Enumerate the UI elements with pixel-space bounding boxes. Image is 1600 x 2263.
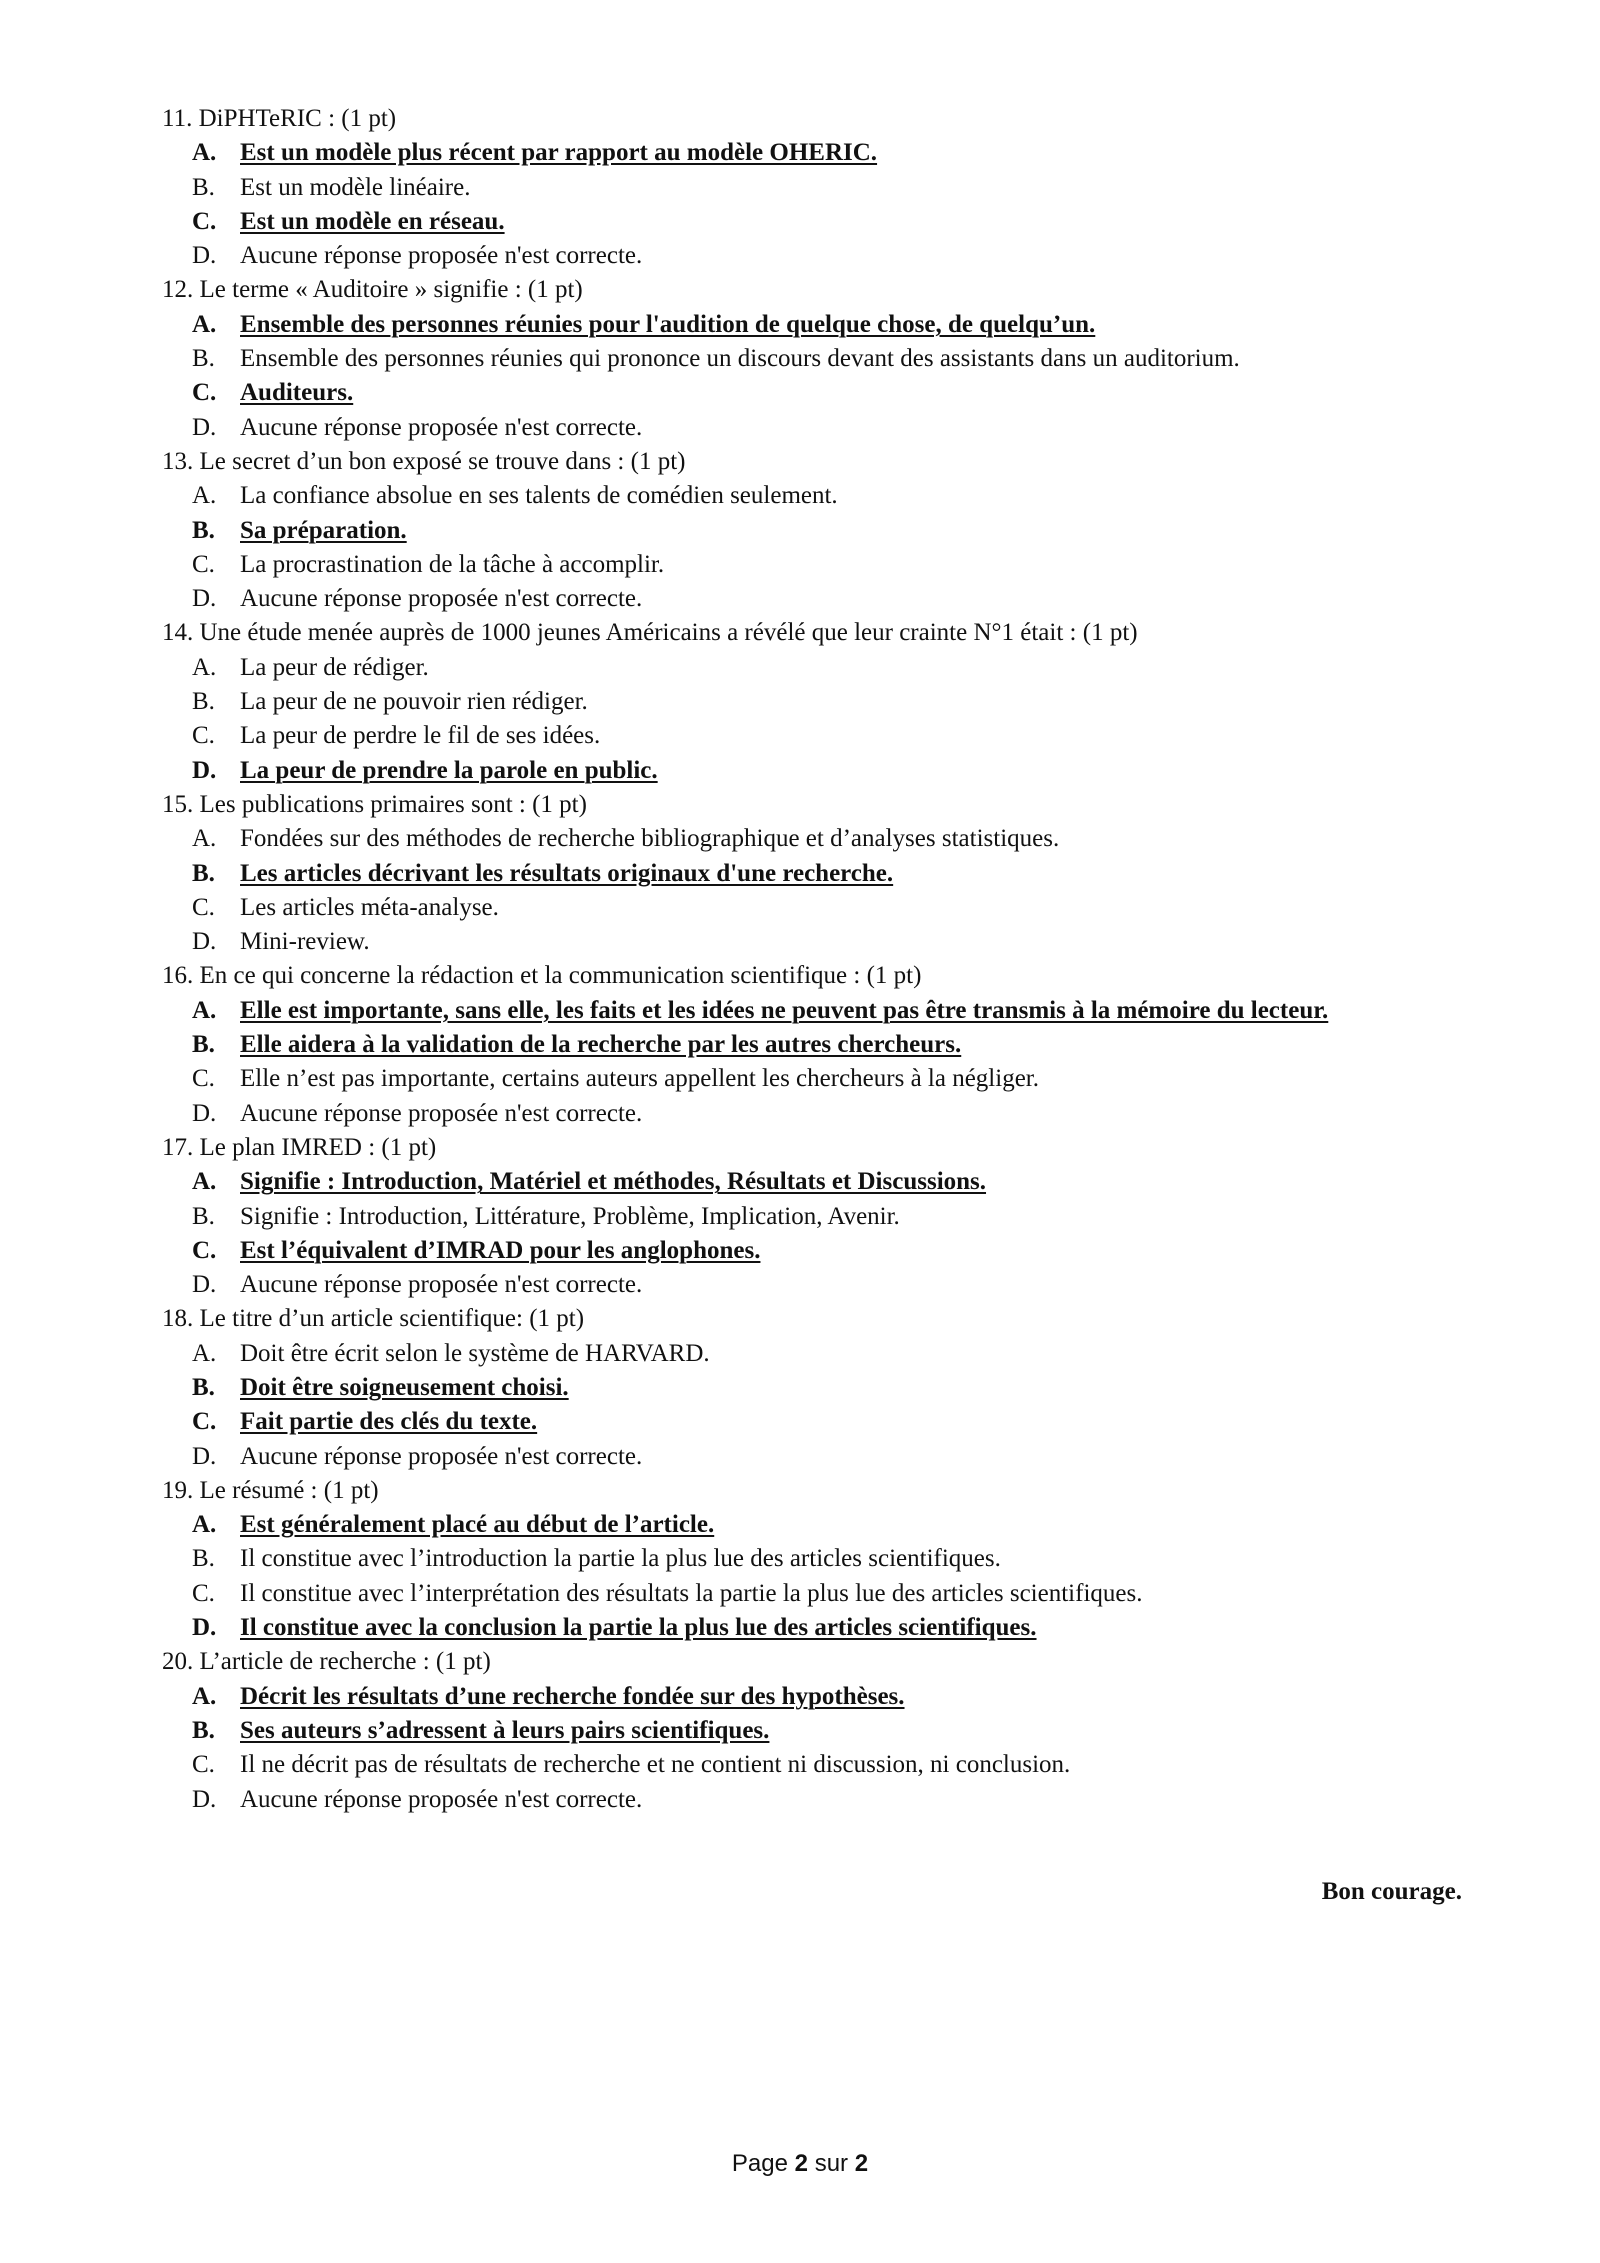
question-text: En ce qui concerne la rédaction et la communication scientifique : (1 pt) bbox=[199, 962, 922, 990]
question-text: Le résumé : (1 pt) bbox=[199, 1476, 379, 1504]
option-text: Mini-review. bbox=[240, 928, 370, 956]
option-text: Il constitue avec l’interprétation des résultats la partie la plus lue des articles scientifiques. bbox=[240, 1579, 1143, 1607]
question-number: 20. bbox=[162, 1648, 194, 1676]
option-letter: A. bbox=[192, 996, 217, 1024]
option-letter: A. bbox=[192, 653, 217, 681]
question-text: DiPHTeRIC : (1 pt) bbox=[198, 105, 397, 132]
answer-option bbox=[162, 548, 1512, 582]
question bbox=[162, 445, 1512, 616]
question-text: L’article de recherche : (1 pt) bbox=[199, 1648, 491, 1676]
answer-option-correct bbox=[162, 1371, 1512, 1405]
option-text: Il constitue avec la conclusion la partie la plus lue des articles scientifiques. bbox=[240, 1614, 1037, 1642]
question bbox=[162, 1474, 1512, 1645]
option-letter: D. bbox=[192, 1099, 217, 1127]
option-letter: C. bbox=[192, 1065, 215, 1093]
answer-option bbox=[162, 1200, 1512, 1234]
option-text: Elle n’est pas importante, certains auteurs appellent les chercheurs à la négliger. bbox=[240, 1065, 1039, 1093]
option-letter: D. bbox=[192, 1785, 217, 1813]
option-letter: A. bbox=[192, 139, 217, 167]
option-text: La peur de perdre le fil de ses idées. bbox=[240, 722, 601, 750]
answer-option-correct bbox=[162, 1234, 1512, 1268]
option-text: Aucune réponse proposée n'est correcte. bbox=[240, 413, 643, 441]
answer-option-correct bbox=[162, 994, 1512, 1028]
question-number: 15. bbox=[162, 790, 194, 818]
option-text: Ensemble des personnes réunies qui prononce un discours devant des assistants dans un auditorium. bbox=[240, 345, 1240, 373]
answer-option bbox=[162, 651, 1512, 685]
answer-option bbox=[162, 891, 1512, 925]
option-text: Est l’équivalent d’IMRAD pour les anglophones. bbox=[240, 1236, 761, 1264]
option-text: Est généralement placé au début de l’article. bbox=[240, 1511, 715, 1539]
option-text: Elle aidera à la validation de la recherche par les autres chercheurs. bbox=[240, 1031, 962, 1059]
answer-option bbox=[162, 411, 1512, 445]
option-letter: A. bbox=[192, 1168, 217, 1196]
option-letter: C. bbox=[192, 722, 215, 750]
answer-option bbox=[162, 1337, 1512, 1371]
option-letter: B. bbox=[192, 1202, 215, 1230]
question-text: Le secret d’un bon exposé se trouve dans : (1 pt) bbox=[199, 447, 686, 475]
question-number: 12. bbox=[162, 276, 194, 304]
answer-option-correct bbox=[162, 1028, 1512, 1062]
option-text: Ensemble des personnes réunies pour l'audition de quelque chose, de quelqu’un. bbox=[240, 310, 1096, 338]
option-letter: B. bbox=[192, 1373, 215, 1401]
option-letter: A. bbox=[192, 825, 217, 853]
option-letter: C. bbox=[192, 207, 217, 235]
option-text: Aucune réponse proposée n'est correcte. bbox=[240, 1442, 643, 1470]
option-letter: A. bbox=[192, 310, 217, 338]
answer-option bbox=[162, 1748, 1512, 1782]
answer-option-correct bbox=[162, 1714, 1512, 1748]
page-number bbox=[0, 2150, 1600, 2178]
option-text: Elle est importante, sans elle, les faits et les idées ne peuvent pas être transmis à la mémoire du lecteur. bbox=[240, 996, 1329, 1024]
option-letter: B. bbox=[192, 688, 215, 716]
option-letter: C. bbox=[192, 1579, 215, 1607]
option-text: La peur de prendre la parole en public. bbox=[240, 756, 658, 784]
option-text: Signifie : Introduction, Littérature, Problème, Implication, Avenir. bbox=[240, 1202, 900, 1230]
option-letter: C. bbox=[192, 1408, 217, 1436]
question bbox=[162, 959, 1512, 1130]
option-text: Est un modèle linéaire. bbox=[240, 173, 471, 201]
option-letter: C. bbox=[192, 1751, 215, 1779]
question-stem bbox=[162, 1645, 1512, 1679]
answer-option bbox=[162, 171, 1512, 205]
option-letter: B. bbox=[192, 345, 215, 373]
answer-option-correct bbox=[162, 857, 1512, 891]
option-letter: B. bbox=[192, 1716, 215, 1744]
answer-option bbox=[162, 719, 1512, 753]
question-number: 14. bbox=[162, 619, 194, 647]
option-text: Est un modèle en réseau. bbox=[240, 207, 505, 235]
option-letter: C. bbox=[192, 550, 215, 578]
answer-option-correct bbox=[162, 1405, 1512, 1439]
question-text: Le terme « Auditoire » signifie : (1 pt) bbox=[199, 276, 583, 304]
option-letter: D. bbox=[192, 242, 217, 270]
answer-option-correct bbox=[162, 514, 1512, 548]
option-text: Doit être soigneusement choisi. bbox=[240, 1373, 569, 1401]
option-text: Aucune réponse proposée n'est correcte. bbox=[240, 1271, 643, 1299]
question-number: 18. bbox=[162, 1305, 194, 1333]
question bbox=[162, 1645, 1512, 1816]
option-letter: D. bbox=[192, 1614, 217, 1642]
answer-option-correct bbox=[162, 1611, 1512, 1645]
answer-option bbox=[162, 342, 1512, 376]
option-letter: A. bbox=[192, 1511, 217, 1539]
option-letter: A. bbox=[192, 1682, 217, 1710]
option-text: Sa préparation. bbox=[240, 516, 407, 544]
closing-message: Bon courage. bbox=[1321, 1878, 1462, 1905]
option-text: Aucune réponse proposée n'est correcte. bbox=[240, 1785, 643, 1813]
option-text: Fondées sur des méthodes de recherche bibliographique et d’analyses statistiques. bbox=[240, 825, 1060, 853]
answer-option bbox=[162, 1097, 1512, 1131]
option-text: Les articles méta-analyse. bbox=[240, 893, 499, 921]
current-page: 2 bbox=[794, 2150, 809, 2177]
option-text: Il constitue avec l’introduction la partie la plus lue des articles scientifiques. bbox=[240, 1545, 1001, 1573]
question bbox=[162, 273, 1512, 444]
question-number: 17. bbox=[162, 1133, 194, 1161]
option-text: Décrit les résultats d’une recherche fondée sur des hypothèses. bbox=[240, 1682, 905, 1710]
option-text: La peur de rédiger. bbox=[240, 653, 429, 681]
option-letter: D. bbox=[192, 413, 217, 441]
answer-option-correct bbox=[162, 308, 1512, 342]
of-word: sur bbox=[814, 2150, 849, 2177]
option-letter: B. bbox=[192, 1031, 215, 1059]
question-stem bbox=[162, 273, 1512, 307]
question-stem bbox=[162, 788, 1512, 822]
question-text: Les publications primaires sont : (1 pt) bbox=[199, 790, 587, 818]
answer-option bbox=[162, 925, 1512, 959]
answer-option-correct bbox=[162, 754, 1512, 788]
answer-option bbox=[162, 1062, 1512, 1096]
question bbox=[162, 102, 1512, 273]
option-letter: D. bbox=[192, 1442, 217, 1470]
question-stem bbox=[162, 1474, 1512, 1508]
option-letter: C. bbox=[192, 1236, 217, 1264]
option-letter: A. bbox=[192, 482, 217, 510]
option-text: Aucune réponse proposée n'est correcte. bbox=[240, 242, 643, 270]
question-number: 19. bbox=[162, 1476, 194, 1504]
question-stem bbox=[162, 959, 1512, 993]
option-letter: C. bbox=[192, 893, 215, 921]
answer-option bbox=[162, 1783, 1512, 1817]
option-text: La peur de ne pouvoir rien rédiger. bbox=[240, 688, 588, 716]
question-stem bbox=[162, 616, 1512, 650]
question-number: 11. bbox=[162, 105, 193, 132]
answer-option-correct bbox=[162, 205, 1512, 239]
exam-questions bbox=[162, 102, 1512, 1817]
answer-option bbox=[162, 822, 1512, 856]
question-text: Une étude menée auprès de 1000 jeunes Américains a révélé que leur crainte N°1 était : (1 pt) bbox=[199, 619, 1138, 647]
answer-option bbox=[162, 479, 1512, 513]
option-letter: B. bbox=[192, 1545, 215, 1573]
answer-option bbox=[162, 582, 1512, 616]
question-stem bbox=[162, 102, 1512, 136]
option-letter: D. bbox=[192, 756, 217, 784]
answer-option bbox=[162, 1268, 1512, 1302]
option-text: La confiance absolue en ses talents de comédien seulement. bbox=[240, 482, 838, 510]
option-letter: D. bbox=[192, 585, 217, 613]
option-text: Doit être écrit selon le système de HARVARD. bbox=[240, 1339, 710, 1367]
question-text: Le plan IMRED : (1 pt) bbox=[199, 1133, 437, 1161]
option-text: Signifie : Introduction, Matériel et méthodes, Résultats et Discussions. bbox=[240, 1168, 987, 1196]
question bbox=[162, 616, 1512, 787]
answer-option-correct bbox=[162, 1680, 1512, 1714]
answer-option bbox=[162, 239, 1512, 273]
option-text: Fait partie des clés du texte. bbox=[240, 1408, 538, 1436]
answer-option bbox=[162, 1577, 1512, 1611]
option-text: La procrastination de la tâche à accomplir. bbox=[240, 550, 665, 578]
answer-option bbox=[162, 685, 1512, 719]
page-word: Page bbox=[731, 2150, 788, 2177]
option-text: Auditeurs. bbox=[240, 379, 354, 407]
option-letter: B. bbox=[192, 859, 215, 887]
option-text: Les articles décrivant les résultats originaux d'une recherche. bbox=[240, 859, 894, 887]
answer-option-correct bbox=[162, 1508, 1512, 1542]
answer-option bbox=[162, 1440, 1512, 1474]
option-letter: B. bbox=[192, 516, 215, 544]
option-text: Ses auteurs s’adressent à leurs pairs scientifiques. bbox=[240, 1716, 770, 1744]
answer-option-correct bbox=[162, 376, 1512, 410]
option-letter: D. bbox=[192, 1271, 217, 1299]
question-stem bbox=[162, 1131, 1512, 1165]
answer-option-correct bbox=[162, 136, 1512, 170]
answer-option-correct bbox=[162, 1165, 1512, 1199]
option-text: Il ne décrit pas de résultats de recherche et ne contient ni discussion, ni conclusion. bbox=[240, 1751, 1071, 1779]
question-stem bbox=[162, 1302, 1512, 1336]
question bbox=[162, 1131, 1512, 1302]
option-letter: A. bbox=[192, 1339, 217, 1367]
option-text: Est un modèle plus récent par rapport au modèle OHERIC. bbox=[240, 139, 878, 167]
question-text: Le titre d’un article scientifique: (1 pt) bbox=[199, 1305, 585, 1333]
option-letter: B. bbox=[192, 173, 215, 201]
option-text: Aucune réponse proposée n'est correcte. bbox=[240, 1099, 643, 1127]
question-number: 13. bbox=[162, 447, 194, 475]
question bbox=[162, 788, 1512, 959]
total-pages: 2 bbox=[854, 2150, 869, 2177]
question-number: 16. bbox=[162, 962, 194, 990]
answer-option bbox=[162, 1542, 1512, 1576]
option-letter: D. bbox=[192, 928, 217, 956]
option-letter: C. bbox=[192, 379, 217, 407]
question-stem bbox=[162, 445, 1512, 479]
question bbox=[162, 1302, 1512, 1473]
option-text: Aucune réponse proposée n'est correcte. bbox=[240, 585, 643, 613]
